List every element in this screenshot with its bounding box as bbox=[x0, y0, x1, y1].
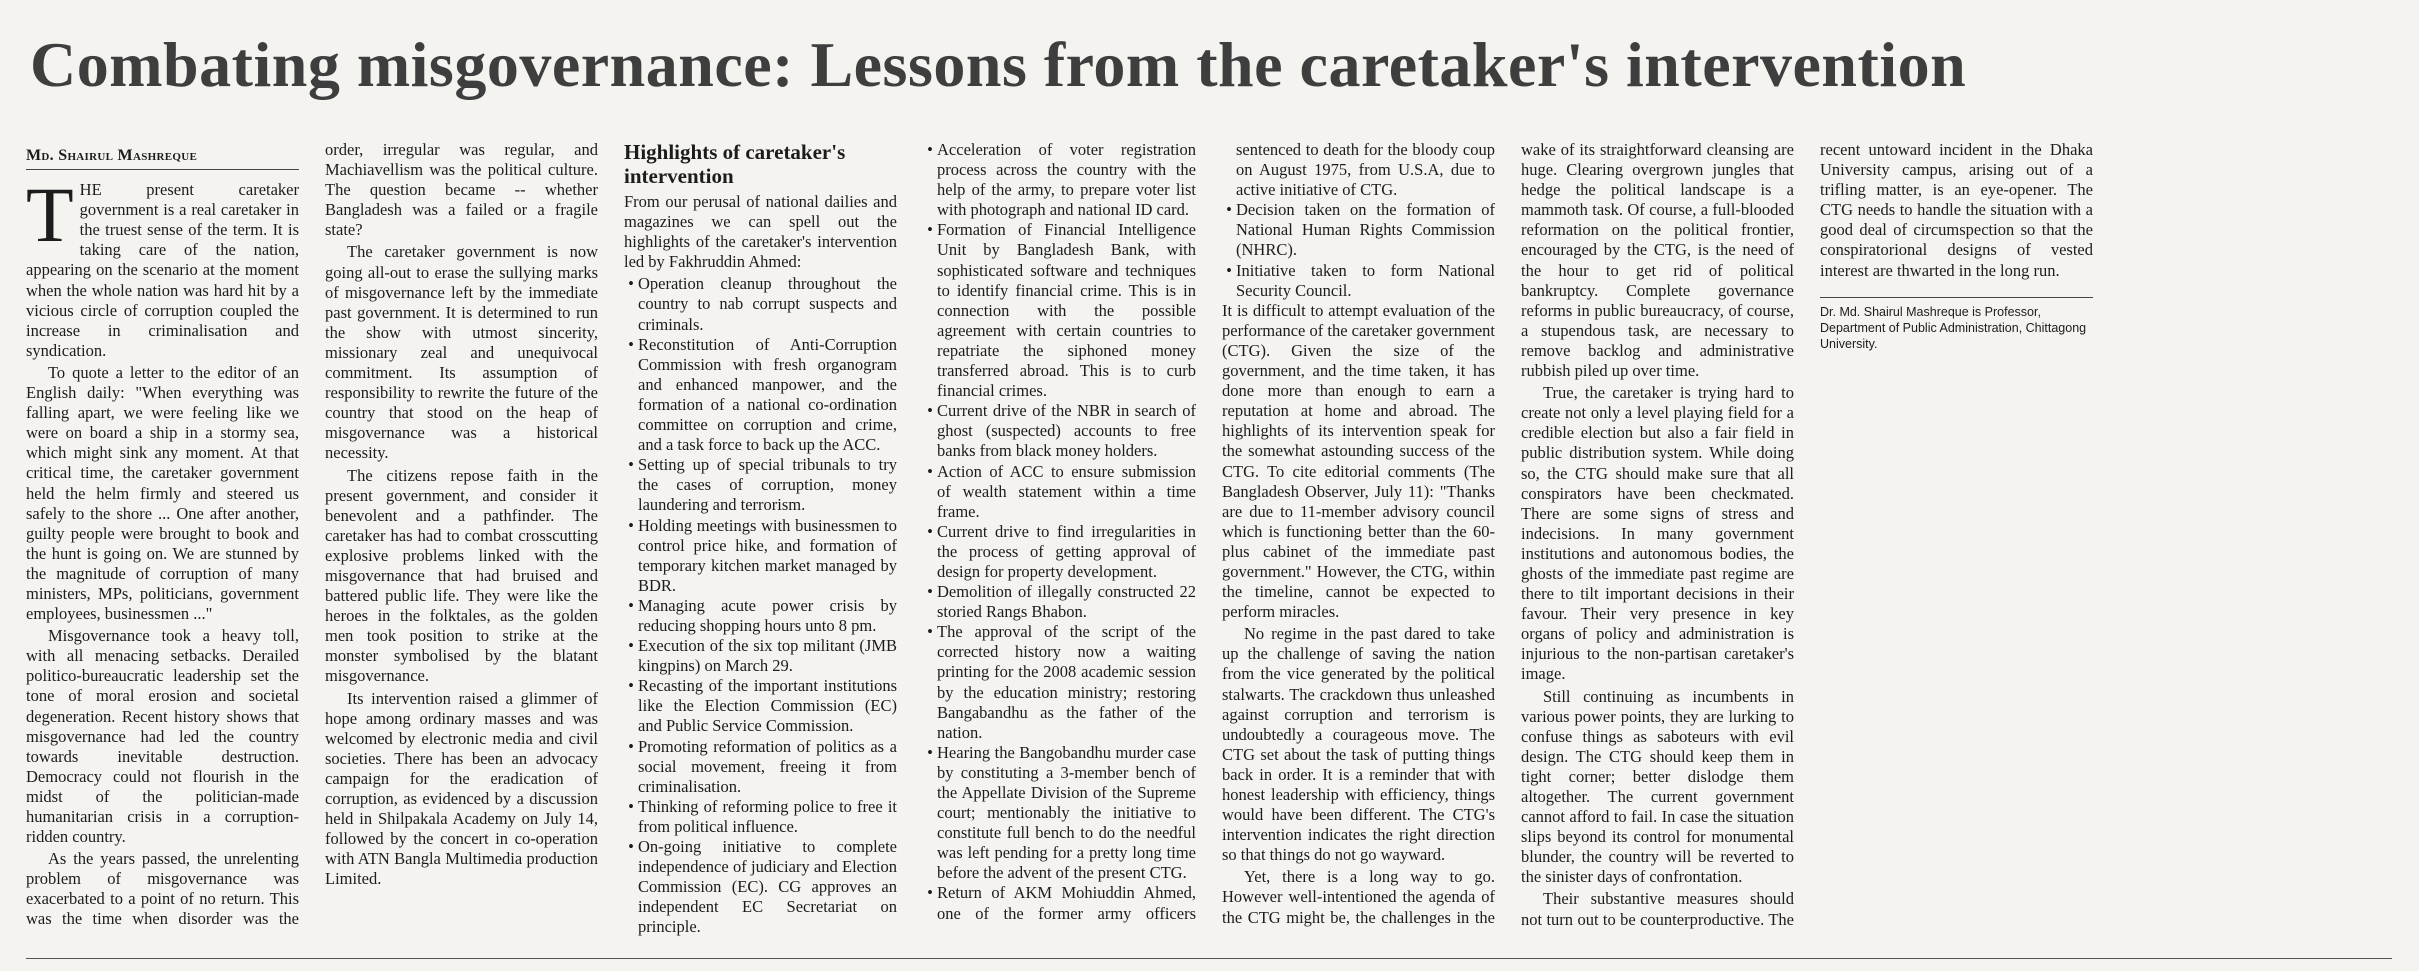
list-item: • Hearing the Bangobandhu murder case by constituting a 3-member bench of the Appellate Division of the Supreme court; mentionably the initiative to constitute full bench to do the needful was left pending for a pretty long time before the advent of the present CTG. bbox=[937, 743, 1196, 884]
paragraph: Still continuing as incumbents in various power points, they are lurking to confuse things as saboteurs with evil design. The CTG should keep them in tight corner; better dislodge them altogether. The current government cannot afford to fail. In case the situation slips beyond its control for monumental blunder, the country will be reverted to the sinister days of confrontation. bbox=[1521, 686, 1794, 887]
list-item: • Demolition of illegally constructed 22 storied Rangs Bhabon. bbox=[937, 582, 1196, 622]
paragraph: The citizens repose faith in the present government, and consider it benevolent and a pathfinder. The caretaker has had to combat crosscutting explosive problems linked with the misgovernance that had bruised and battered public life. They were like the heroes in the folktales, as the golden men took position to strike at the monster symbolised by the blatant misgovernance. bbox=[325, 465, 598, 686]
list-item: • Return of AKM Mohiuddin Ahmed, one of the former army officers sentenced to death for the bloody coup on August 1975, from U.S.A, due to active initiative of CTG. bbox=[937, 140, 1495, 940]
highlights-intro: From our perusal of national dailies and magazines we can spell out the highlights of the caretaker's intervention led by Fakhruddin Ahmed: bbox=[624, 192, 897, 272]
list-item: • Setting up of special tribunals to try the cases of corruption, money laundering and terrorism. bbox=[638, 455, 897, 515]
list-item: • The approval of the script of the corrected history now a waiting printing for the 2008 academic session by the education ministry; restoring Bangabandhu as the father of the nation. bbox=[937, 622, 1196, 743]
paragraph: The caretaker government is now going all-out to erase the sullying marks of misgovernance left by the immediate past government. It is determined to run the show with utmost sincerity, missionary zeal and unequivocal commitment. Its assumption of responsibility to rewrite the future of the country that stood on the heap of misgovernance was a historical necessity. bbox=[325, 242, 598, 463]
list-item: • Decision taken on the formation of National Human Rights Commission (NHRC). bbox=[1236, 200, 1495, 260]
paragraph: Misgovernance took a heavy toll, with all menacing setbacks. Derailed politico-bureaucratic leadership set the tone of moral erosion and societal degeneration. Recent history shows that misgovernance had led the country towards inevitable destruction. Democracy could not flourish in the midst of the politician-made humanitarian crisis in a corruption-ridden country. bbox=[26, 626, 299, 847]
list-item: • Operation cleanup throughout the country to nab corrupt suspects and criminals. bbox=[638, 274, 897, 334]
intro-paragraph bbox=[26, 171, 299, 361]
paragraph: It is difficult to attempt evaluation of the performance of the caretaker government (CTG). Given the size of the government, and the time taken, it has done more than enough to earn a reputation at home and abroad. The highlights of its intervention speak for the somewhat astounding success of the CTG. To cite editorial comments (The Bangladesh Observer, July 11): "Thanks are due to 11-member advisory council which is functioning better than the 60-plus cabinet of the immediate past government." However, the CTG, within the timeline, cannot be expected to perform miracles. bbox=[1222, 300, 1496, 622]
headline: Combating misgovernance: Lessons from the caretaker's intervention bbox=[30, 29, 1967, 100]
list-item: • Formation of Financial Intelligence Unit by Bangladesh Bank, with sophisticated software and techniques to identify financial crime. This is in connection with the possible agreement with certain countries to repatriate the siphoned money transferred abroad. This is to curb financial crimes. bbox=[937, 220, 1196, 401]
list-item: • Managing acute power crisis by reducing shopping hours unto 8 pm. bbox=[638, 596, 897, 636]
list-item: • Current drive to find irregularities in the process of getting approval of design for property development. bbox=[937, 522, 1196, 582]
list-item: • On-going initiative to complete independence of judiciary and Election Commission (EC). CG approves an independent EC Secretariat on principle. bbox=[638, 837, 897, 937]
list-item: • Action of ACC to ensure submission of wealth statement within a time frame. bbox=[937, 462, 1196, 522]
paragraph: Their substantive measures should not turn out to be counterproductive. The recent untoward incident in the Dhaka University campus, arising out of a trifling matter, is an eye-opener. The CTG needs to handle the situation with a good deal of circumspection so that the conspiratorional designs of vested interest are thwarted in the long run. bbox=[1521, 140, 2093, 929]
paragraph: Its intervention raised a glimmer of hope among ordinary masses and was welcomed by electronic media and civil societies. There has been an advocacy campaign for the eradication of corruption, as evidenced by a discussion held in Shilpakala Academy on July 14, followed by the concert in co-operation with ATN Bangla Multimedia production Limited. bbox=[325, 688, 598, 889]
list-item: • Holding meetings with businessmen to control price hike, and formation of temporary kitchen market managed by BDR. bbox=[638, 516, 897, 596]
article-body bbox=[26, 140, 2392, 940]
list-item: • Recasting of the important institutions like the Election Commission (EC) and Public Service Commission. bbox=[638, 676, 897, 736]
paragraph: True, the caretaker is trying hard to create not only a level playing field for a credible election but also a fair field in public distribution system. While doing so, the CTG should make sure that all conspirators have been checkmated. There are some signs of stress and indecisions. In many government institutions and autonomous bodies, the ghosts of the immediate past regime are there to tilt important decisions in their favour. Their very presence in key organs of policy and administration is injurious to the non-partisan caretaker's image. bbox=[1521, 383, 1794, 684]
paragraph: No regime in the past dared to take up the challenge of saving the nation from the vice generated by the political stalwarts. The crackdown thus unleashed against corruption and terrorism is undoubtedly a courageous move. The CTG set about the task of putting things back in order. It is a reminder that with honest leadership with efficiency, things would have been different. The CTG's intervention indicates the right direction so that things do not go wayward. bbox=[1222, 624, 1495, 865]
drop-cap: T bbox=[26, 171, 74, 259]
list-item: • Promoting reformation of politics as a social movement, freeing it from criminalisation. bbox=[638, 737, 897, 797]
paragraph: To quote a letter to the editor of an English daily: "When everything was falling apart, we were feeling like we were on board a ship in a stormy sea, which might sink any moment. At that critical time, the caretaker government held the helm firmly and steered us safely to the shore ... One after another, guilty people were brought to book and the hunt is going on. We are stunned by the magnitude of corruption of many ministers, MPs, politicians, government employees, businessmen ..." bbox=[26, 362, 299, 624]
list-item: • Initiative taken to form National Security Council. bbox=[1236, 261, 1495, 301]
list-item: • Acceleration of voter registration process across the country with the help of the army, to prepare voter list with photograph and national ID card. bbox=[937, 140, 1196, 220]
bottom-divider bbox=[26, 958, 2392, 959]
paragraph: As the years passed, the unrelenting problem of misgovernance was exacerbated to a point of no return. This was the time when disorder was the order, irregular was regular, and Machiavellism was the political culture. The question became -- whether Bangladesh was a failed or a fragile state? bbox=[26, 140, 598, 929]
list-item: • Current drive of the NBR in search of ghost (suspected) accounts to free banks from black money holders. bbox=[937, 401, 1196, 461]
paragraph: Yet, there is a long way to go. However well-intentioned the agenda of the CTG might be, the challenges in the wake of its straightforward cleansing are huge. Clearing overgrown jungles that hedge the political landscape is a mammoth task. Of course, a full-blooded reformation on the political frontier, encouraged by the CTG, is the need of the hour to get rid of political bankruptcy. Complete governance reforms in public bureaucracy, of course, a stupendous task, are necessary to remove backlog and administrative rubbish piled up over time. bbox=[1222, 140, 1794, 927]
byline: Md. Shairul Mashreque bbox=[26, 146, 299, 170]
list-item: • Execution of the six top militant (JMB kingpins) on March 29. bbox=[638, 636, 897, 676]
list-item: • Thinking of reforming police to free it from political influence. bbox=[638, 797, 897, 837]
intro-text: HE present caretaker government is a real caretaker in the truest sense of the term. It is taking care of the nation, appearing on the scenario at the moment when the whole nation was hard hit by a vicious circle of corruption coupled the increase in criminalisation and syndication. bbox=[26, 180, 299, 360]
subheading: Highlights of caretaker's intervention bbox=[624, 140, 846, 188]
list-item: • Reconstitution of Anti-Corruption Commission with fresh organogram and enhanced manpower, and the formation of a national co-ordination committee on corruption and crime, and a task force to back up the ACC. bbox=[638, 335, 897, 456]
author-note: Dr. Md. Shairul Mashreque is Professor, Department of Public Administration, Chittagong University. bbox=[1820, 297, 2093, 352]
